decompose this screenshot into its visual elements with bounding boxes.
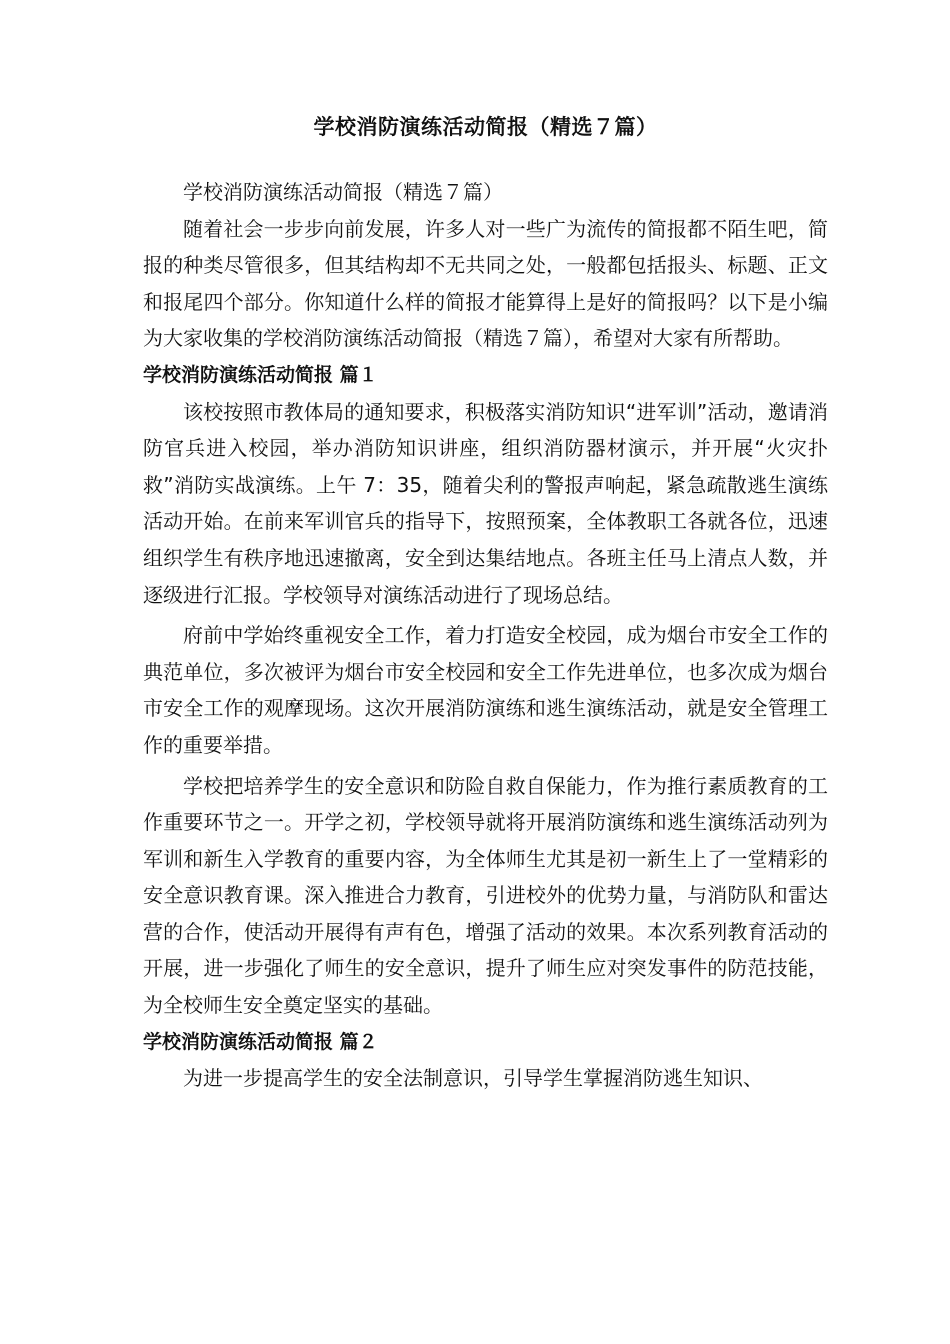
section-heading: 学校消防演练活动简报 篇１ [143,363,378,386]
section-2 [143,1024,828,1097]
section-paragraph: 为进一步提高学生的安全法制意识，引导学生掌握消防逃生知识、 [183,1066,763,1091]
document-page [143,110,828,1097]
intro-paragraph: 随着社会一步步向前发展，许多人对一些广为流传的简报都不陌生吧，简报的种类尽管很多，但其结构却不无共同之处，一般都包括报头、标题、正文和报尾四个部分。你知道什么样的简报才能算得上是好的简报吗？以下是小编为大家收集的学校消防演练活动简报（精选７篇），希望对大家有所帮助。 [143,216,828,351]
section-paragraph: 该校按照市教体局的通知要求，积极落实消防知识“进军训”活动，邀请消防官兵进入校园，举办消防知识讲座，组织消防器材演示，并开展“火灾扑救”消防实战演练。上午 7：35，随着尖利的警报声响起，紧急疏散逃生演练活动开始。在前来军训官兵的指导下，按照预案，全体教职工各就各位，迅速组织学生有秩序地迅速撤离，安全到达集结地点。各班主任马上清点人数，并逐级进行汇报。学校领导对演练活动进行了现场总结。 [143,399,828,607]
section-paragraph: 学校把培养学生的安全意识和防险自救自保能力，作为推行素质教育的工作重要环节之一。开学之初，学校领导就将开展消防演练和逃生演练活动列为军训和新生入学教育的重要内容，为全体师生尤其是初一新生上了一堂精彩的安全意识教育课。深入推进合力教育，引进校外的优势力量，与消防队和雷达营的合作，使活动开展得有声有色，增强了活动的效果。本次系列教育活动的开展，进一步强化了师生的安全意识，提升了师生应对突发事件的防范技能，为全校师生安全奠定坚实的基础。 [143,773,828,1018]
section-paragraph: 府前中学始终重视安全工作，着力打造安全校园，成为烟台市安全工作的典范单位，多次被评为烟台市安全校园和安全工作先进单位，也多次成为烟台市安全工作的观摩现场。这次开展消防演练和逃生演练活动，就是安全管理工作的重要举措。 [143,623,828,757]
document-subtitle: 学校消防演练活动简报（精选７篇） [183,180,503,204]
document-title: 学校消防演练活动简报（精选７篇） [313,115,658,139]
section-1 [143,357,828,1024]
section-heading: 学校消防演练活动简报 篇２ [143,1030,378,1053]
